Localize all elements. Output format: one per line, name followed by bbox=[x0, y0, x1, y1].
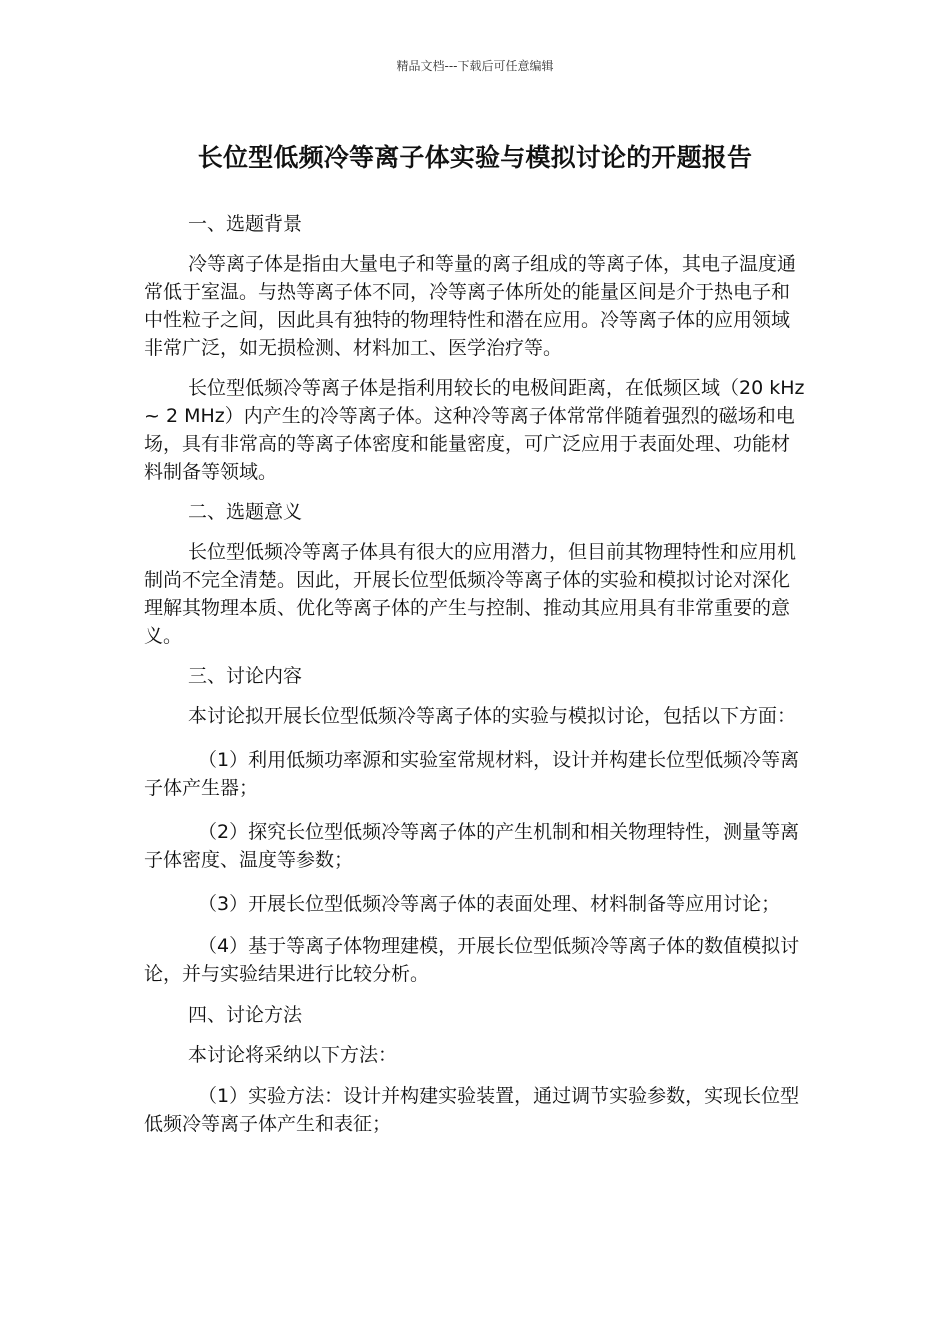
header-note: 精品文档---下载后可任意编辑 bbox=[396, 59, 554, 73]
list-item-content-1: （1）利用低频功率源和实验室常规材料，设计并构建长位型低频冷等离子体产生器； bbox=[144, 749, 800, 799]
section-heading-content: 三、讨论内容 bbox=[188, 665, 303, 687]
paragraph-background-2: 长位型低频冷等离子体是指利用较长的电极间距离，在低频区域（20 kHz ~ 2 MHz）内产生的冷等离子体。这种冷等离子体常常伴随着强烈的磁场和电场，具有非常高的等离子体密度和能量密度，可广泛应用于表面处理、功能材料制备等领域。 bbox=[144, 377, 805, 483]
paragraph-background-1: 冷等离子体是指由大量电子和等量的离子组成的等离子体，其电子温度通常低于室温。与热等离子体不同，冷等离子体所处的能量区间是介于热电子和中性粒子之间，因此具有独特的物理特性和潜在应用。冷等离子体的应用领域非常广泛，如无损检测、材料加工、医学治疗等。 bbox=[144, 253, 797, 359]
list-item-content-4: （4）基于等离子体物理建模，开展长位型低频冷等离子体的数值模拟讨论，并与实验结果进行比较分析。 bbox=[144, 935, 800, 985]
section-heading-methods: 四、讨论方法 bbox=[188, 1004, 303, 1026]
document-body bbox=[144, 210, 808, 1138]
document-title: 长位型低频冷等离子体实验与模拟讨论的开题报告 bbox=[197, 143, 753, 172]
section-heading-significance: 二、选题意义 bbox=[188, 501, 303, 523]
list-item-methods-1: （1）实验方法：设计并构建实验装置，通过调节实验参数，实现长位型低频冷等离子体产生和表征； bbox=[144, 1085, 800, 1135]
paragraph-content-intro: 本讨论拟开展长位型低频冷等离子体的实验与模拟讨论，包括以下方面： bbox=[188, 705, 797, 727]
list-item-content-2: （2）探究长位型低频冷等离子体的产生机制和相关物理特性，测量等离子体密度、温度等参数； bbox=[144, 821, 800, 871]
paragraph-significance: 长位型低频冷等离子体具有很大的应用潜力，但目前其物理特性和应用机制尚不完全清楚。因此，开展长位型低频冷等离子体的实验和模拟讨论对深化理解其物理本质、优化等离子体的产生与控制、推动其应用具有非常重要的意义。 bbox=[144, 541, 797, 647]
list-item-content-3: （3）开展长位型低频冷等离子体的表面处理、材料制备等应用讨论； bbox=[198, 893, 781, 915]
paragraph-methods-intro: 本讨论将采纳以下方法： bbox=[188, 1044, 398, 1066]
section-heading-background: 一、选题背景 bbox=[188, 213, 303, 235]
